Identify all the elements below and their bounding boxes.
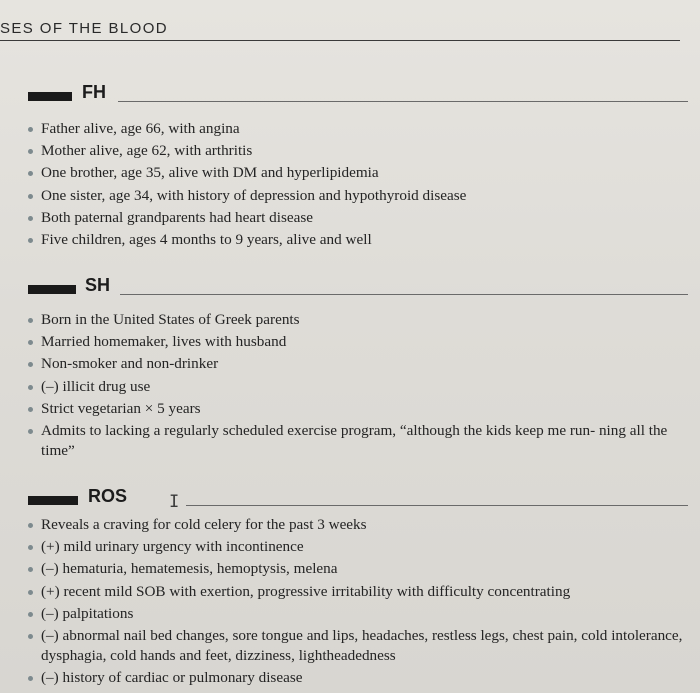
family-history-section — [28, 80, 688, 251]
family-history-heading — [28, 80, 688, 104]
list-item: (–) palpitations — [28, 603, 688, 625]
list-item: (–) history of cardiac or pulmonary disease — [28, 667, 688, 689]
social-history-heading — [28, 273, 688, 297]
list-item: Father alive, age 66, with angina — [28, 118, 688, 140]
text-cursor-icon: I — [169, 492, 180, 512]
list-item: Mother alive, age 62, with arthritis — [28, 140, 688, 162]
list-item: Strict vegetarian × 5 years — [28, 398, 688, 420]
running-header: SES OF THE BLOOD — [0, 20, 680, 41]
heading-bar — [28, 285, 76, 294]
list-item: (–) hematuria, hematemesis, hemoptysis, melena — [28, 558, 688, 580]
family-history-title: FH — [82, 82, 106, 102]
list-item: (–) abnormal nail bed changes, sore tongue and lips, headaches, restless legs, chest pain, cold intolerance, dysphagia, cold hands and feet, dizziness, lightheadedness — [28, 625, 688, 667]
social-history-title: SH — [85, 275, 111, 295]
list-item: Married homemaker, lives with husband — [28, 331, 688, 353]
social-history-section — [28, 273, 688, 462]
list-item: Both paternal grandparents had heart disease — [28, 207, 688, 229]
review-of-systems-title: ROS — [88, 486, 128, 506]
list-item: One sister, age 34, with history of depression and hypothyroid disease — [28, 185, 688, 207]
heading-bar — [28, 496, 78, 505]
list-item: (–) illicit drug use — [28, 376, 688, 398]
heading-rule — [118, 101, 688, 102]
review-of-systems-heading — [28, 484, 688, 512]
heading-rule — [120, 294, 688, 295]
review-of-systems-section — [28, 484, 688, 689]
list-item: Born in the United States of Greek parents — [28, 309, 688, 331]
list-item: Admits to lacking a regularly scheduled exercise program, “although the kids keep me run- ning all the time” — [28, 420, 688, 462]
heading-bar — [28, 92, 72, 101]
list-item: (+) mild urinary urgency with incontinence — [28, 536, 688, 558]
list-item: Five children, ages 4 months to 9 years, alive and well — [28, 229, 688, 251]
family-history-list — [28, 118, 688, 251]
list-item: One brother, age 35, alive with DM and hyperlipidemia — [28, 162, 688, 184]
social-history-list — [28, 309, 688, 462]
list-item: Reveals a craving for cold celery for the past 3 weeks — [28, 514, 688, 536]
heading-rule — [186, 505, 688, 506]
list-item: (+) recent mild SOB with exertion, progressive irritability with difficulty concentrating — [28, 581, 688, 603]
review-of-systems-list — [28, 514, 688, 689]
list-item: Non-smoker and non-drinker — [28, 353, 688, 375]
